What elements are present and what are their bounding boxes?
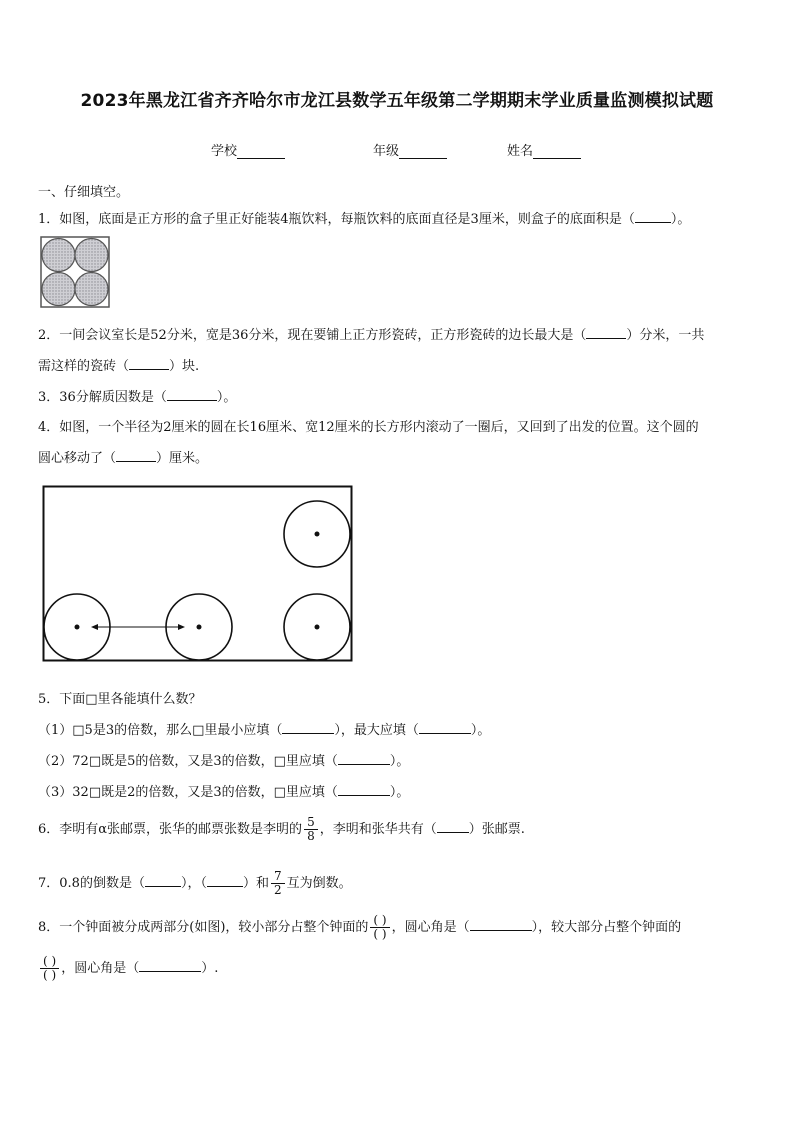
q3-text-end: ）。 — [216, 390, 237, 405]
q8-text-end: ）. — [201, 961, 219, 976]
q2-answer-blank-1[interactable] — [586, 325, 626, 339]
circle-center-dot — [75, 625, 80, 630]
q8-answer-blank-1[interactable] — [470, 917, 532, 931]
q6-text-end: ）张邮票. — [468, 822, 525, 837]
fraction-blank-large-part[interactable] — [40, 955, 59, 982]
q5-p1-text-end: ）。 — [470, 723, 491, 738]
question-5-part-2 — [38, 750, 409, 769]
q2-text: 2．一间会议室长是52分米，宽是36分米，现在要铺上正方形瓷砖，正方形瓷砖的边长最大是（ — [38, 328, 587, 343]
q2-answer-blank-2[interactable] — [129, 356, 169, 370]
rectangle-outline — [44, 487, 352, 661]
page-title: 2023年黑龙江省齐齐哈尔市龙江县数学五年级第二学期期末学业质量监测模拟试题 — [80, 91, 714, 111]
name-blank[interactable] — [533, 144, 581, 159]
q7-text-mid: ），（ — [180, 876, 207, 891]
school-label: 学校 — [211, 144, 238, 159]
question-1 — [38, 208, 690, 227]
circle-center-dot — [197, 625, 202, 630]
q8-text-2: ，圆心角是（ — [61, 961, 140, 976]
question-3 — [38, 386, 236, 405]
q5-p1-blank-max[interactable] — [419, 720, 471, 734]
q5-p2-text-end: ）。 — [389, 754, 410, 769]
fraction-numerator: ( ) — [40, 955, 59, 969]
q5-p1-text: （1）□5是3的倍数，那么□里最小应填（ — [38, 723, 283, 738]
question-2-line-2 — [38, 355, 199, 374]
q8-text: 8．一个钟面被分成两部分(如图)，较小部分占整个钟面的 — [38, 920, 369, 935]
q7-text-mid-2: ）和 — [242, 876, 269, 891]
question-6 — [38, 816, 525, 843]
q7-text-end: 互为倒数。 — [286, 876, 352, 891]
fraction-numerator: ( ) — [370, 914, 389, 928]
q5-p1-blank-min[interactable] — [282, 720, 334, 734]
q1-text: 1．如图，底面是正方形的盒子里正好能装4瓶饮料，每瓶饮料的底面直径是3厘米，则盒子的底面积是（ — [38, 212, 635, 227]
q2-text-mid: ）分米，一共 — [626, 328, 705, 343]
school-field — [211, 140, 285, 159]
q6-answer-blank[interactable] — [437, 819, 469, 833]
question-2 — [38, 324, 704, 343]
fraction-blank-small-part[interactable] — [370, 914, 389, 941]
question-5: 5．下面□里各能填什么数？ — [38, 692, 202, 707]
circle-center-dot — [315, 625, 320, 630]
q3-answer-blank[interactable] — [167, 387, 217, 401]
q6-text-mid: ，李明和张华共有（ — [319, 822, 437, 837]
q5-p3-text-end: ）。 — [389, 785, 410, 800]
q5-p3-text: （3）32□既是2的倍数，又是3的倍数，□里应填（ — [38, 785, 338, 800]
circle-center-dot — [315, 532, 320, 537]
bottle-circle — [42, 239, 75, 272]
bottle-circle — [75, 273, 108, 306]
fraction-seven-halves — [271, 870, 285, 897]
q7-answer-blank-2[interactable] — [207, 873, 243, 887]
grade-label: 年级 — [373, 144, 400, 159]
bottle-circle — [42, 273, 75, 306]
question-4: 4．如图，一个半径为2厘米的圆在长16厘米、宽12厘米的长方形内滚动了一圈后，又回到了出发的位置。这个圆的 — [38, 420, 699, 435]
fraction-numerator: 5 — [304, 816, 318, 830]
q5-p2-text: （2）72□既是5的倍数，又是3的倍数，□里应填（ — [38, 754, 338, 769]
fraction-denominator: 2 — [273, 883, 282, 897]
q7-answer-blank-1[interactable] — [145, 873, 181, 887]
q1-text-end: ）。 — [670, 212, 691, 227]
fraction-denominator: ( ) — [43, 968, 57, 982]
q6-text: 6．李明有α张邮票，张华的邮票张数是李明的 — [38, 822, 303, 837]
q4-text: 圆心移动了（ — [38, 451, 117, 466]
q5-p3-blank[interactable] — [338, 782, 390, 796]
name-field — [507, 140, 581, 159]
question-8-line-2 — [38, 955, 218, 982]
q8-answer-blank-2[interactable] — [139, 958, 201, 972]
grade-field — [373, 140, 447, 159]
question-4-line-2 — [38, 447, 208, 466]
q8-text-mid: ，圆心角是（ — [391, 920, 470, 935]
question-7 — [38, 870, 352, 897]
q4-text-end: ）厘米。 — [156, 451, 209, 466]
q1-answer-blank[interactable] — [635, 209, 671, 223]
box-figure — [40, 236, 110, 308]
q2-text-2: 需这样的瓷砖（ — [38, 359, 130, 374]
rectangle-circle-figure — [42, 485, 354, 663]
fraction-numerator: 7 — [271, 870, 285, 884]
fraction-denominator: ( ) — [373, 927, 387, 941]
q5-p2-blank[interactable] — [338, 751, 390, 765]
section-heading: 一、仔细填空。 — [38, 185, 130, 200]
q8-text-mid-2: ），较大部分占整个钟面的 — [531, 920, 682, 935]
name-label: 姓名 — [507, 144, 534, 159]
q3-text: 3．36分解质因数是（ — [38, 390, 167, 405]
q2-text-end: ）块. — [169, 359, 200, 374]
bottle-circle — [75, 239, 108, 272]
question-5-part-1 — [38, 719, 490, 738]
fraction-five-eighths — [304, 816, 318, 843]
question-5-part-3 — [38, 781, 409, 800]
fraction-denominator: 8 — [307, 829, 315, 843]
q7-text: 7．0.8的倒数是（ — [38, 876, 145, 891]
question-8 — [38, 914, 681, 941]
grade-blank[interactable] — [399, 144, 447, 159]
arrow-head-left — [91, 624, 98, 630]
arrow-head-right — [178, 624, 185, 630]
q5-p1-text-mid: ），最大应填（ — [334, 723, 419, 738]
q4-answer-blank[interactable] — [116, 448, 156, 462]
school-blank[interactable] — [237, 144, 285, 159]
